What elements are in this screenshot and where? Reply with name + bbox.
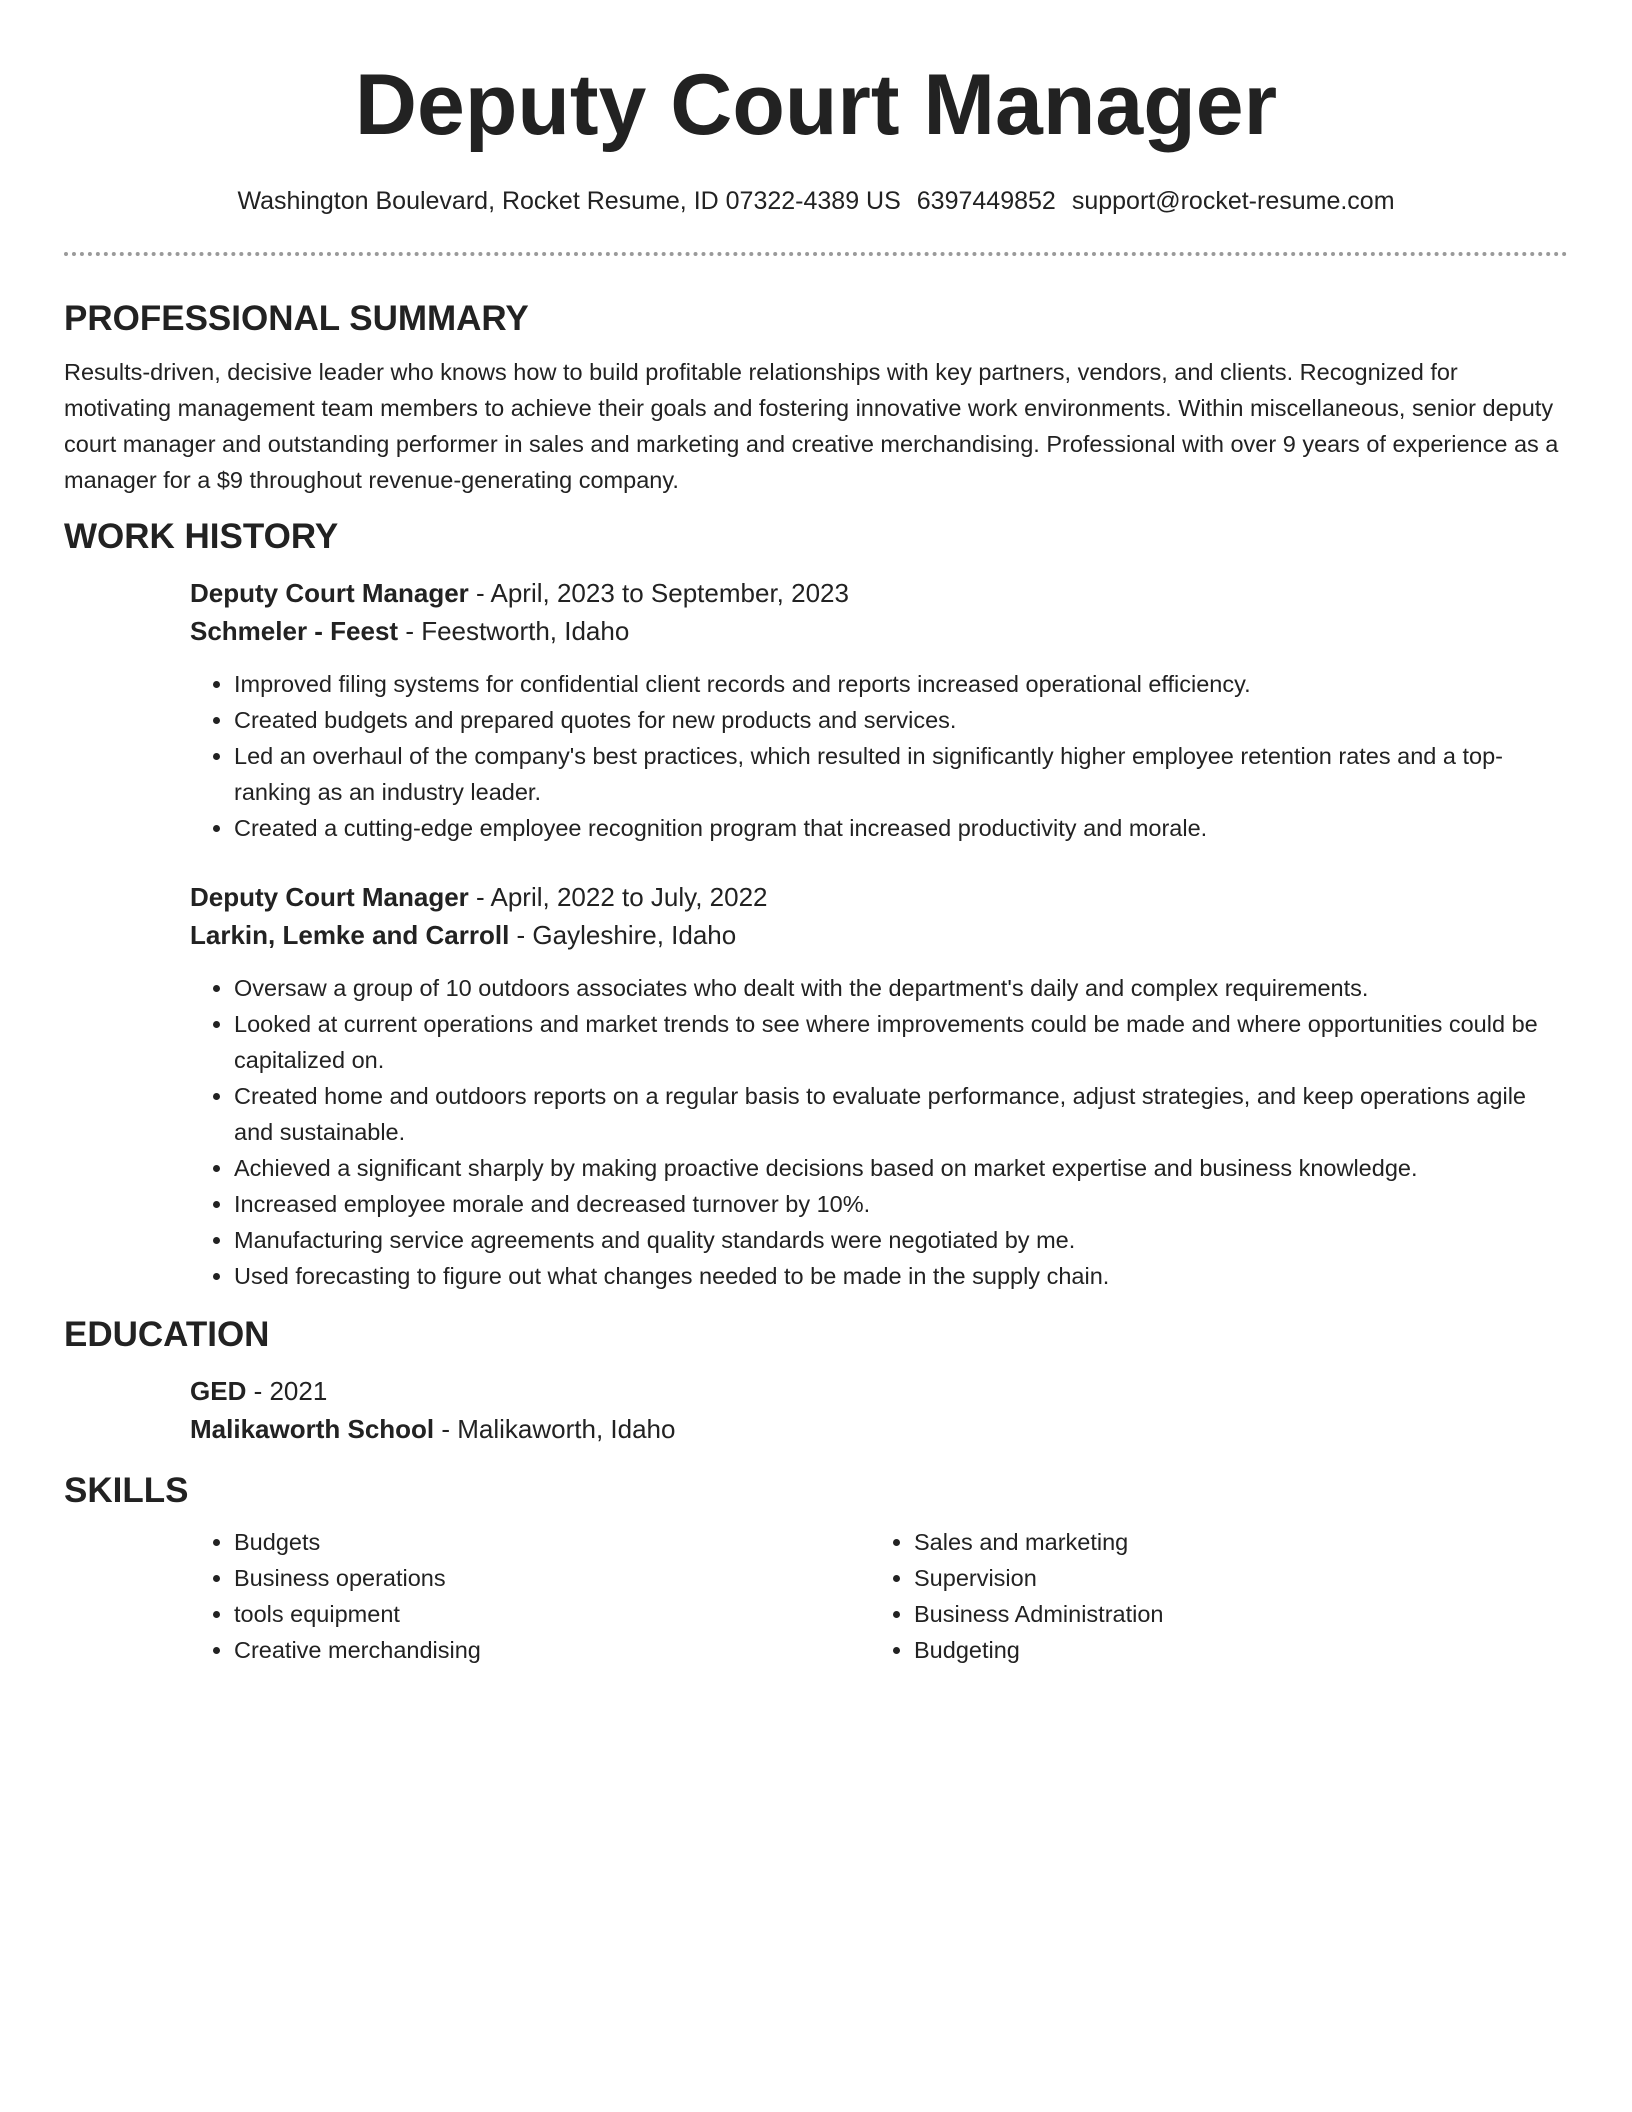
job-bullets	[190, 970, 1568, 1294]
list-item: • Oversaw a group of 10 outdoors associates who dealt with the department's daily and complex requirements.	[234, 970, 1568, 1006]
skill-item: • Business operations	[234, 1560, 870, 1596]
job-bullets	[190, 666, 1568, 846]
education-degree: GED	[190, 1376, 247, 1406]
job-location: - Feestworth, Idaho	[398, 616, 630, 646]
job-title-line	[190, 574, 1568, 612]
job-company: Schmeler - Feest	[190, 616, 399, 646]
list-item: • Increased employee morale and decreased turnover by 10%.	[234, 1186, 1568, 1222]
job-dates: - April, 2022 to July, 2022	[468, 882, 768, 912]
job-role: Deputy Court Manager	[190, 882, 469, 912]
job-company-line	[190, 916, 1568, 954]
list-item: • Improved filing systems for confidential client records and reports increased operational efficiency.	[234, 666, 1568, 702]
education-school-line	[190, 1410, 1568, 1448]
education-school: Malikaworth School	[190, 1414, 435, 1444]
list-item: • Created a cutting-edge employee recognition program that increased productivity and morale.	[234, 810, 1568, 846]
skills-list-left	[190, 1524, 870, 1668]
job-location: - Gayleshire, Idaho	[509, 920, 737, 950]
job-dates: - April, 2023 to September, 2023	[468, 578, 849, 608]
contact-line	[64, 186, 1568, 216]
job-entry	[190, 574, 1568, 846]
job-company-line	[190, 612, 1568, 650]
skill-item: • Creative merchandising	[234, 1632, 870, 1668]
contact-email: support@rocket-resume.com	[1071, 187, 1395, 215]
contact-phone: 6397449852	[916, 187, 1056, 215]
list-item: • Looked at current operations and market trends to see where improvements could be made and where opportunities could be capitalized on.	[234, 1006, 1568, 1078]
job-role: Deputy Court Manager	[190, 578, 469, 608]
job-entry	[190, 878, 1568, 1294]
header-divider	[64, 252, 1568, 256]
resume-name: Deputy Court Manager	[354, 57, 1278, 153]
education-degree-line	[190, 1372, 1568, 1410]
section-title-skills: SKILLS	[64, 1471, 189, 1510]
section-title-education: EDUCATION	[64, 1315, 270, 1354]
skill-item: • Business Administration	[914, 1596, 1550, 1632]
list-item: • Led an overhaul of the company's best practices, which resulted in significantly higher employee retention rates and a top-ranking as an industry leader.	[234, 738, 1568, 810]
list-item: • Achieved a significant sharply by making proactive decisions based on market expertise and business knowledge.	[234, 1150, 1568, 1186]
skills-column-left	[190, 1524, 870, 1668]
skills-list-right	[870, 1524, 1550, 1668]
skills-grid	[190, 1524, 1568, 1668]
job-company: Larkin, Lemke and Carroll	[190, 920, 510, 950]
skill-item: • Budgets	[234, 1524, 870, 1560]
skill-item: • Sales and marketing	[914, 1524, 1550, 1560]
skills-column-right	[870, 1524, 1550, 1668]
summary-text: Results-driven, decisive leader who knows how to build profitable relationships with key partners, vendors, and clients. Recognized for motivating management team members to achieve their goals and fostering innovative work environments. Within miscellaneous, senior deputy court manager and outstanding performer in sales and marketing and creative merchandising. Professional with over 9 years of experience as a manager for a $9 throughout revenue-generating company.	[64, 359, 1559, 493]
list-item: • Created budgets and prepared quotes for new products and services.	[234, 702, 1568, 738]
skill-item: • Budgeting	[914, 1632, 1550, 1668]
section-title-summary: PROFESSIONAL SUMMARY	[64, 299, 529, 338]
skill-item: • Supervision	[914, 1560, 1550, 1596]
list-item: • Manufacturing service agreements and quality standards were negotiated by me.	[234, 1222, 1568, 1258]
education-entry	[190, 1372, 1568, 1448]
education-location: - Malikaworth, Idaho	[434, 1414, 676, 1444]
list-item: • Used forecasting to figure out what changes needed to be made in the supply chain.	[234, 1258, 1568, 1294]
list-item: • Created home and outdoors reports on a regular basis to evaluate performance, adjust strategies, and keep operations agile and sustainable.	[234, 1078, 1568, 1150]
skill-item: • tools equipment	[234, 1596, 870, 1632]
job-title-line	[190, 878, 1568, 916]
section-title-work: WORK HISTORY	[64, 517, 339, 556]
education-year: - 2021	[246, 1376, 328, 1406]
contact-address: Washington Boulevard, Rocket Resume, ID 07322-4389 US	[237, 187, 901, 215]
